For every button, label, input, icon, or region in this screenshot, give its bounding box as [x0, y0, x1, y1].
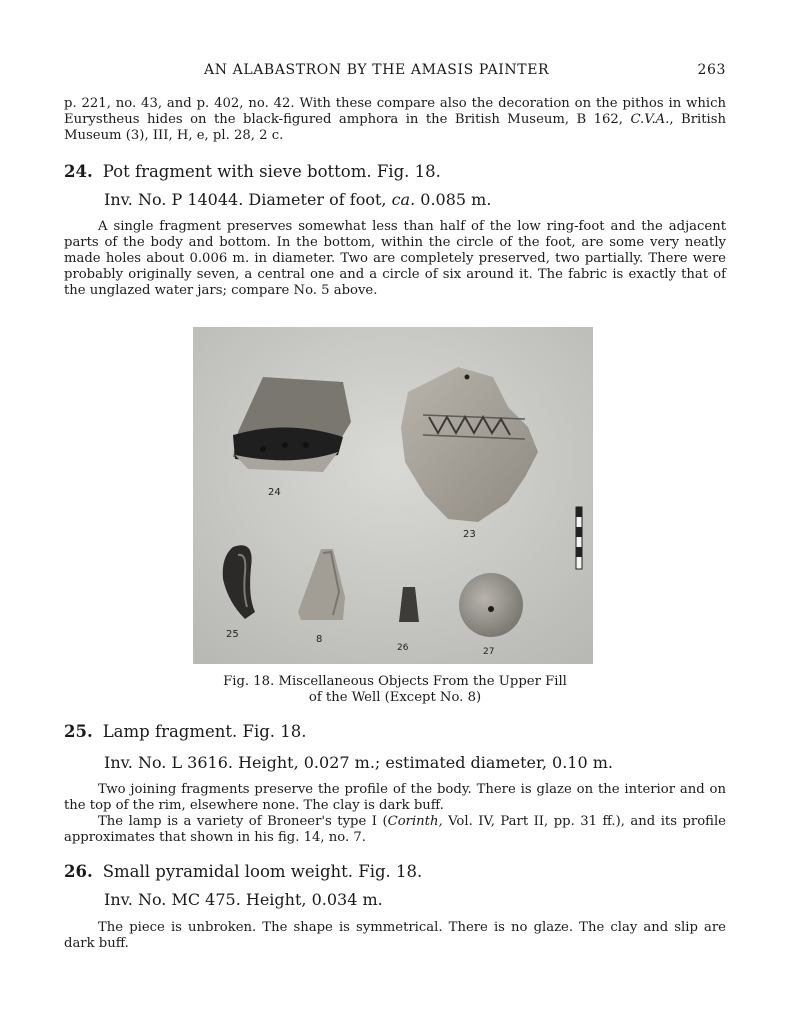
figure-18-photo: [193, 327, 593, 664]
entry-25-number: 25.: [64, 722, 93, 741]
label-23: 23: [463, 529, 476, 540]
caption-line-1: Fig. 18. Miscellaneous Objects From the Upper Fill: [223, 674, 567, 689]
entry-25-body-2-a: The lamp is a variety of Broneer's type I (: [98, 814, 388, 829]
photo-background: [193, 327, 593, 664]
running-title: AN ALABASTRON BY THE AMASIS PAINTER: [204, 62, 550, 78]
entry-25-inv: Inv. No. L 3616. Height, 0.027 m.; estimated diameter, 0.10 m.: [104, 753, 614, 772]
label-8: 8: [316, 634, 323, 645]
intro-paragraph: [64, 96, 726, 144]
entry-25-body-2: [64, 814, 726, 846]
entry-24-inv-a: Inv. No. P 14044. Diameter of foot,: [104, 190, 392, 209]
page-number: 263: [697, 62, 726, 78]
entry-24-number: 24.: [64, 162, 93, 181]
entry-26-inv: Inv. No. MC 475. Height, 0.034 m.: [104, 890, 383, 909]
intro-italic: C.V.A.: [630, 112, 670, 127]
entry-26-title: Small pyramidal loom weight. Fig. 18.: [102, 862, 423, 881]
entry-24-inv-italic: ca.: [391, 190, 416, 209]
entry-24-inv: [104, 190, 491, 209]
entry-25-title: Lamp fragment. Fig. 18.: [102, 722, 307, 741]
entry-26-heading: [64, 862, 422, 881]
entry-24-inv-b: 0.085 m.: [415, 190, 492, 209]
entry-25-heading: [64, 722, 307, 741]
label-26: 26: [397, 643, 409, 653]
caption-line-2: of the Well (Except No. 8): [308, 690, 482, 705]
entry-24-body: A single fragment preserves somewhat less than half of the low ring-foot and the adjacent parts of the body and bottom. In the bottom, within the circle of the foot, are some very neatly made holes about 0.006 m. in diameter. Two are completely preserved, two partially. There were probably originally seven, a central one and a circle of six around it. The fabric is exactly that of the unglazed water jars; compare No. 5 above.: [64, 219, 726, 298]
entry-25-body-2-italic: Corinth,: [387, 814, 443, 829]
intro-text-b: , British Museum (3), III, H, e, pl. 28, 2 c.: [64, 112, 726, 143]
entry-24-heading: [64, 162, 441, 181]
entry-26-number: 26.: [64, 862, 93, 881]
label-24: 24: [268, 487, 281, 498]
label-27: 27: [483, 647, 495, 657]
object-27-disc: [459, 573, 523, 637]
entry-24-title: Pot fragment with sieve bottom. Fig. 18.: [102, 162, 441, 181]
entry-25-body-1: Two joining fragments preserve the profile of the body. There is glaze on the interior and on the top of the rim, elsewhere none. The clay is dark buff.: [64, 782, 726, 813]
figure-caption: [180, 674, 610, 706]
label-25: 25: [226, 629, 239, 640]
running-head: [64, 62, 726, 82]
intro-text-a: p. 221, no. 43, and p. 402, no. 42. With these compare also the decoration on the pithos in which Eurystheus hides on the black-figured amphora in the British Museum, B 162,: [64, 96, 726, 127]
scale-bar: [576, 507, 582, 569]
entry-26-body: The piece is unbroken. The shape is symmetrical. There is no glaze. The clay and slip are dark buff.: [64, 920, 726, 951]
entry-25-body-2-b: Vol. IV, Part II, pp. 31 ff.), and its profile approximates that shown in his fig. 14, no. 7.: [64, 814, 726, 845]
